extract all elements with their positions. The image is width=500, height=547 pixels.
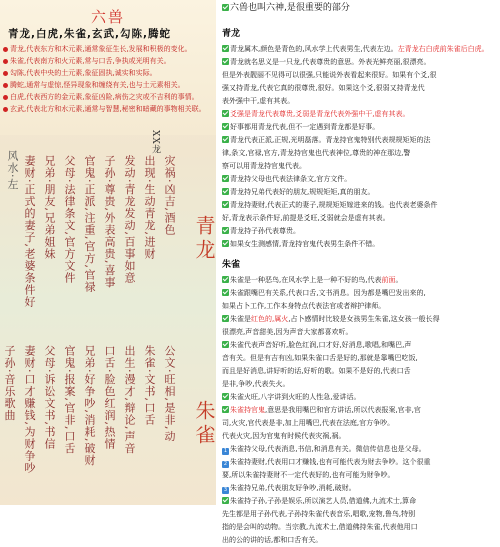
text-row xyxy=(222,212,390,225)
row-text: 如果女生测感情,青龙持官鬼代表男生条件不错。 xyxy=(230,240,380,248)
row-text: 朱雀持兄弟,代表朋友好争吵,消耗,破财。 xyxy=(230,484,356,492)
text-row xyxy=(222,287,426,300)
text-row xyxy=(222,56,430,69)
column-text: 口舌·脸色红润,热情 xyxy=(103,345,116,450)
text-row xyxy=(222,186,374,199)
text-row xyxy=(222,482,356,495)
row-text: 青龙持父母也代表法律条文,官方文件。 xyxy=(230,175,352,183)
column-text: 发动·青龙发动,百事如意 xyxy=(123,155,136,284)
row-text: 朱雀持妻财,代表用口才赚钱,也有可能代表为财去争吵。这个很重 xyxy=(230,458,431,466)
definition-line: 腾蛇,通常与虚惊,怪异现象和缠绕有关,也与土元素相关。 xyxy=(3,80,185,90)
row-text: 先生都是用子孙代表,子孙持朱雀代表音乐,唱歌,宠物,鲁鸟,特别 xyxy=(222,510,416,518)
section-title-zhuque: 朱雀 xyxy=(222,260,241,270)
check-icon xyxy=(222,393,229,400)
section-label-qinglong: 青龙 xyxy=(192,215,216,263)
row-text: 很漂亮,声音甜美,因为声音大家都喜欢听。 xyxy=(222,328,353,336)
definition-line: 玄武,代表北方和水元素,通常与智慧,秘密和暗藏的事物相关联。 xyxy=(3,104,206,114)
text-row xyxy=(222,82,425,95)
column-text: 子孙·尊贵,外表高贵,喜事 xyxy=(103,155,116,289)
text-row xyxy=(222,417,394,430)
row-text: 而且是好消息,讲好听的话,好听的歌。如果不是好的,代表口舌 xyxy=(222,367,411,375)
row-text: ,占卜感情时比较是女孩男生朱雀,这女孩一般长得 xyxy=(288,315,440,323)
check-icon xyxy=(222,123,229,130)
text-row xyxy=(222,147,410,160)
bullet-icon xyxy=(3,47,8,52)
row-text: 要,所以朱雀持妻财不一定代表好的,也有可能为财争吵。 xyxy=(222,471,395,479)
text-row xyxy=(222,365,411,378)
definition-line: 勾陈,代表中央的土元素,象征固执,诚实和实际。 xyxy=(3,68,157,78)
row-text: 强又持青龙,代表它真的很尊贵,很好。如果这个爻,很弱又持青龙代 xyxy=(222,84,425,92)
column-text: 官鬼·报案,官非,口舌 xyxy=(63,345,76,455)
row-text: 表外强中干,虚有其表。 xyxy=(222,97,295,105)
check-icon xyxy=(222,4,229,11)
number-icon: 3 xyxy=(223,487,228,493)
highlight-text: 红色的,属火 xyxy=(251,315,289,323)
column-text: 兄弟·好争吵,消耗,破财 xyxy=(83,345,96,467)
check-icon xyxy=(222,227,229,234)
bullet-icon xyxy=(3,71,8,76)
check-icon xyxy=(222,315,229,322)
header-text: 六兽也叫六神,是很重要的部分 xyxy=(230,3,350,13)
row-text: 朱雀火旺,八字讲到火旺的人性急,爱讲话。 xyxy=(230,393,361,401)
image-title: 六兽 xyxy=(90,8,125,26)
highlight-text: 朱雀持官鬼 xyxy=(230,406,265,414)
column-text: 出现·生动青龙,进财 xyxy=(143,155,156,260)
bullet-icon xyxy=(3,95,8,100)
row-text: 指的是会叫的动物。当宗教,九流术士,借道佛持朱雀,代表他用口 xyxy=(222,523,418,531)
row-text: 青龙就名思义是一只龙,代表尊贵的意思。外表光鲜亮丽,很漂亮。 xyxy=(230,58,431,66)
bullet-icon xyxy=(3,107,8,112)
column-text: 出生·漫才,辩论,声音 xyxy=(123,345,136,455)
text-row xyxy=(222,108,409,121)
article-header xyxy=(222,2,350,15)
number-icon: 1 xyxy=(223,448,228,454)
definition-line: 白虎,代表西方的金元素,象征凶险,病伤之灾或不吉利的事情。 xyxy=(3,92,199,102)
column-text: 灾祸·凶吉,酒色 xyxy=(163,155,176,236)
definition-line: 朱雀,代表南方和火元素,常与口舌,争执或光明有关。 xyxy=(3,56,171,66)
check-icon xyxy=(222,276,229,283)
text-row xyxy=(222,238,379,251)
highlight-text: 前面 xyxy=(381,276,396,284)
column-text: 朱雀·文书,口舌 xyxy=(143,345,156,426)
row-text: 出的公的讲的话,都和口舌有关。 xyxy=(222,536,323,544)
text-row xyxy=(222,534,322,547)
infographic-image xyxy=(0,0,216,505)
check-icon xyxy=(222,45,229,52)
text-row xyxy=(222,121,379,134)
check-icon xyxy=(222,341,229,348)
row-text: 如果占卜工作,工作本身特点代表法官或者辩护律师。 xyxy=(222,302,386,310)
text-row xyxy=(222,378,289,391)
row-text: 好,青龙表示条件好,前提是爻旺,爻弱就会是虚有其表。 xyxy=(222,214,390,222)
row-text: 司,火灾,官代表是非,加上用嘴巴,代表在法庭,官方争吵。 xyxy=(222,419,395,427)
check-icon xyxy=(222,188,229,195)
column-text: 妻财·正式的妻子,老婆条件好 xyxy=(23,155,36,308)
column-text: 兄弟·朋友,兄弟姐妹 xyxy=(43,155,56,260)
row-text: 音有关。但是有吉有凶,如果朱雀口舌是好的,那就是靠嘴巴吃饭, xyxy=(222,354,418,362)
text-row xyxy=(222,326,352,339)
check-icon xyxy=(222,289,229,296)
column-text: 公文·旺相,是非,动 xyxy=(163,345,176,443)
column-text: 子孙·音乐歌曲 xyxy=(3,345,16,422)
text-row xyxy=(222,313,440,326)
check-icon xyxy=(222,136,229,143)
row-text: ,意思是我用嘴巴和官方讲话,所以代表报案,官非,官 xyxy=(265,406,421,414)
row-text: 青龙持兄弟代表好的朋友,规规矩矩,真的朋友。 xyxy=(230,188,375,196)
text-row xyxy=(222,352,418,365)
row-text: 朱雀是 xyxy=(230,315,251,323)
watermark-text: 风水·左 xyxy=(6,150,19,191)
column-text: 父母·法律条文,官方文件 xyxy=(63,155,76,284)
row-text: 。 xyxy=(395,276,403,284)
row-text: 朱雀是一种恶鸟,在风水学上是一种不好的鸟,代表 xyxy=(230,276,382,284)
text-row xyxy=(222,521,418,534)
section-title-qinglong: 青龙 xyxy=(222,29,241,39)
text-row xyxy=(222,173,351,186)
text-row xyxy=(222,69,436,82)
row-text: 好事都用青龙代表,但不一定遇到青龙都是好事。 xyxy=(230,123,380,131)
row-text: 朱雀代表声音好听,脸色红润,口才好,好消息,歌唱,和嘴巴,声 xyxy=(230,341,412,349)
text-row xyxy=(222,443,426,456)
text-row xyxy=(222,199,437,212)
highlight-text: 爻强是青龙代表尊贵,爻弱是青龙代表外强中干,虚有其表。 xyxy=(230,110,410,118)
text-row xyxy=(222,430,345,443)
text-row xyxy=(222,508,415,521)
text-row xyxy=(222,300,385,313)
row-text: 朱雀持父母,代表消息,书信,和消息有关。微信传信息也是父母。 xyxy=(230,445,426,453)
row-text: 青龙持妻财,代表正式的妻子,规规矩矩嫁进来的钱。也代表老婆条件 xyxy=(230,201,438,209)
row-text: 代表火灾,因为官鬼有时候代表灾祸,祸。 xyxy=(222,432,346,440)
definition-line: 青龙,代表东方和木元素,通常象征生长,发展和积极的变化。 xyxy=(3,44,192,54)
column-text: 妻财·口才赚钱,为财争吵 xyxy=(23,345,36,474)
text-row xyxy=(222,404,421,417)
top-marks: XX龙 xyxy=(150,130,160,155)
bullet-icon xyxy=(3,59,8,64)
row-text: 青龙持子孙代表尊贵。 xyxy=(230,227,300,235)
column-text: 父母·诉讼文书,书信 xyxy=(43,345,56,450)
text-row xyxy=(222,160,306,173)
text-row xyxy=(222,339,411,352)
highlight-text: 左青龙右白虎前朱雀后白虎。 xyxy=(397,45,489,53)
row-text: 朱雀持子孙,子孙是娱乐,所以演艺人员,借道佛,九流术士,算命 xyxy=(230,497,417,505)
text-row xyxy=(222,456,430,469)
text-row xyxy=(222,469,394,482)
check-icon xyxy=(222,201,229,208)
row-text: 察可以用青龙持官鬼代表。 xyxy=(222,162,306,170)
row-text: 青龙代表正派,正规,光明磊落。青龙持官鬼特别代表规规矩矩的法 xyxy=(230,136,431,144)
text-row xyxy=(222,391,360,404)
article-text xyxy=(222,0,498,544)
text-row xyxy=(222,95,294,108)
check-icon xyxy=(222,497,229,504)
text-row xyxy=(222,43,489,56)
check-icon xyxy=(222,406,229,413)
text-row xyxy=(222,274,402,287)
text-row xyxy=(222,134,430,147)
row-text: 律,条文,官禄,官方,青龙持官鬼也代表神位,尊贵的神在那边,警 xyxy=(222,149,411,157)
row-text: 青龙属木,颜色是青色的,风水学上代表男生,代表左边。 xyxy=(230,45,398,53)
number-icon: 2 xyxy=(223,461,228,467)
section-label-zhuque: 朱雀 xyxy=(192,400,216,448)
text-row xyxy=(222,495,416,508)
check-icon xyxy=(222,175,229,182)
beasts-list: 青龙,白虎,朱雀,玄武,勾陈,腾蛇 xyxy=(8,28,171,40)
column-text: 官鬼·正派,注重,官方,官禄 xyxy=(83,155,96,293)
check-icon xyxy=(222,110,229,117)
row-text: 朱雀跟嘴巴有关系,代表口舌,文书消息。因为都是嘴巴发出来的, xyxy=(230,289,426,297)
row-text: 但是外表靓丽不见得可以很强,只能说外表看起来很好。如果有个爻,很 xyxy=(222,71,437,79)
check-icon xyxy=(222,240,229,247)
row-text: 是非,争吵,代表失火。 xyxy=(222,380,290,388)
check-icon xyxy=(222,58,229,65)
bullet-icon xyxy=(3,83,8,88)
text-row xyxy=(222,225,300,238)
